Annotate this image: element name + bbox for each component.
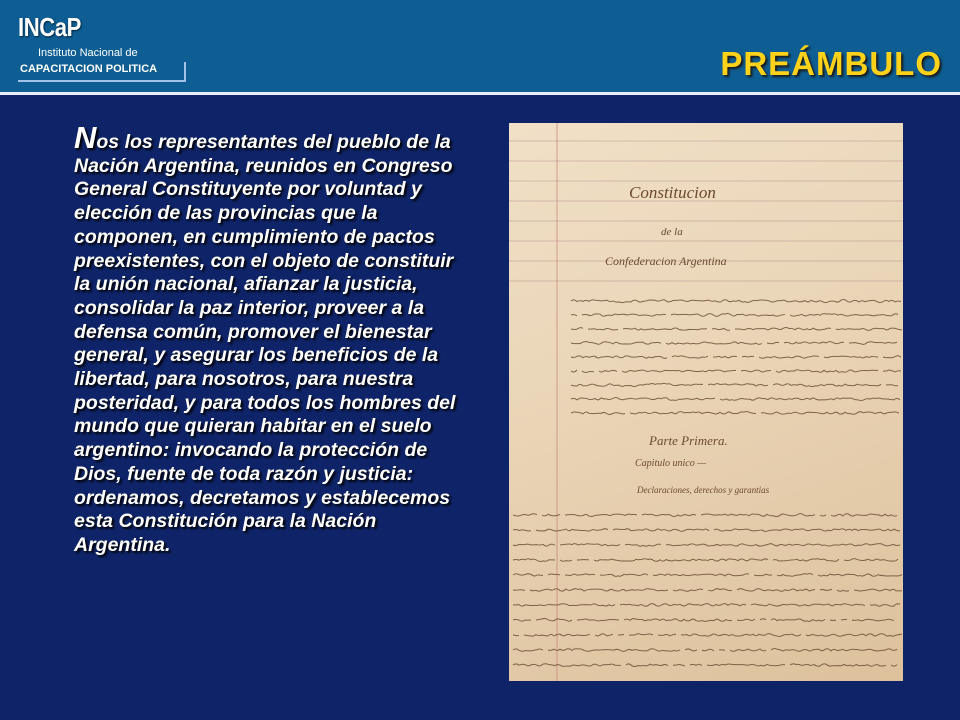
handwriting-line xyxy=(571,411,899,414)
handwriting-line xyxy=(513,589,902,592)
drop-cap: N xyxy=(74,120,97,155)
manuscript-image xyxy=(509,123,903,681)
handwriting-line xyxy=(513,664,897,667)
handwriting-line xyxy=(571,314,898,317)
ms-heading-1: Constitucion xyxy=(629,183,716,202)
logo-title: INCaP xyxy=(18,12,81,42)
handwriting-line xyxy=(513,559,898,562)
logo-underline xyxy=(18,80,186,82)
handwriting-block-2 xyxy=(513,514,903,667)
handwriting-line xyxy=(571,370,901,373)
handwriting-line xyxy=(513,634,902,637)
preamble-text xyxy=(74,120,464,558)
logo-subtitle-1: Instituto Nacional de xyxy=(38,47,138,59)
handwriting-line xyxy=(571,300,901,303)
handwriting-line xyxy=(571,398,900,401)
handwriting-line xyxy=(571,342,897,345)
page-title: PREÁMBULO xyxy=(720,45,942,82)
handwriting-line xyxy=(571,356,901,359)
handwriting-line xyxy=(513,514,897,517)
ms-section: Parte Primera. xyxy=(649,433,728,448)
logo-bracket xyxy=(184,62,186,82)
handwriting-block-1 xyxy=(571,300,902,415)
handwriting-line xyxy=(513,618,899,621)
ms-chapter: Capitulo unico — xyxy=(635,458,707,469)
handwriting-line xyxy=(571,328,902,331)
header-divider xyxy=(0,92,960,95)
handwriting-line xyxy=(513,604,903,607)
handwriting-line xyxy=(513,574,902,577)
manuscript-drawing xyxy=(509,123,903,681)
preamble-body: os los representantes del pueblo de la Nación Argentina, reunidos en Congreso General Constituyente por voluntad y elección de las provincias que la componen, en cumplimiento de pactos preexistentes, con el objeto de constituir la unión nacional, afianzar la justicia, consolidar la paz interior, proveer a la defensa común, promover el bienestar general, y asegurar los beneficios de la libertad, para nosotros, para nuestra posteridad, y para todos los hombres del mundo que quieran habitar en el suelo argentino: invocando la protección de Dios, fuente de toda razón y justicia: ordenamos, decretamos y establecemos esta Constitución para la Nación Argentina. xyxy=(74,131,456,556)
ms-heading-2: de la xyxy=(661,226,683,238)
handwriting-line xyxy=(513,544,900,547)
handwriting-line xyxy=(571,383,898,386)
ms-subtitle: Declaraciones, derechos y garantias xyxy=(637,485,770,495)
handwriting-line xyxy=(513,529,900,532)
logo-subtitle-2: CAPACITACION POLITICA xyxy=(20,63,158,75)
handwriting-line xyxy=(513,649,897,652)
ms-heading-3: Confederacion Argentina xyxy=(605,254,727,268)
